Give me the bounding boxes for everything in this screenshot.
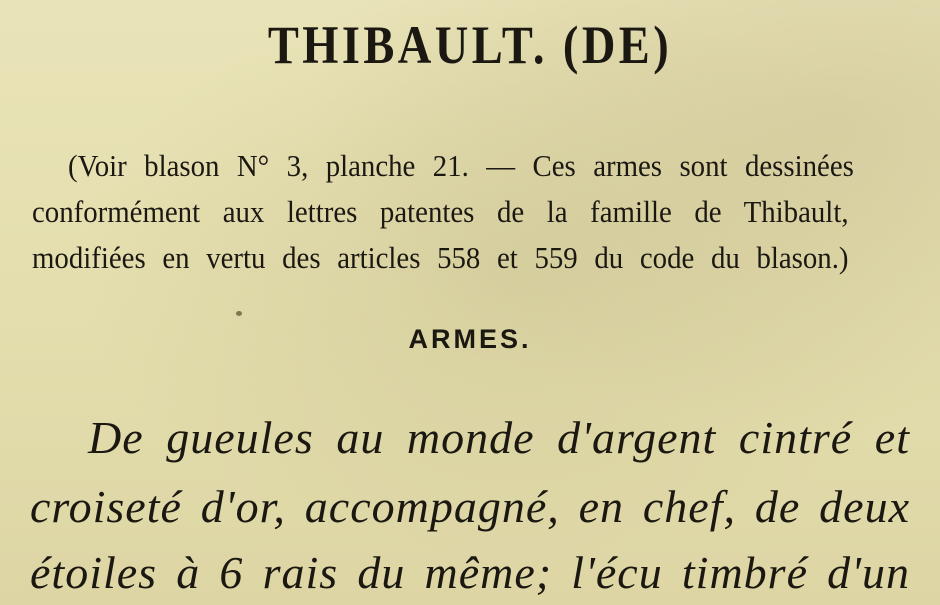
blazon-line-2: croiseté d'or, accompagné, en chef, de deux — [30, 481, 910, 532]
note-line-2: conformément aux lettres patentes de la famille de Thibault, — [32, 194, 849, 229]
page-title: THIBAULT. (DE) — [267, 15, 673, 75]
note-line-1: (Voir blason N° 3, planche 21. — Ces armes sont dessinées — [68, 148, 854, 183]
blazon-line-3: étoiles à 6 rais du même; l'écu timbré d'un — [30, 547, 910, 598]
ink-speck — [236, 311, 242, 316]
note-line-3: modifiées en vertu des articles 558 et 559 du code du blason.) — [32, 240, 849, 275]
blazon-line-1: De gueules au monde d'argent cintré et — [88, 412, 910, 463]
section-heading: ARMES. — [408, 324, 532, 354]
